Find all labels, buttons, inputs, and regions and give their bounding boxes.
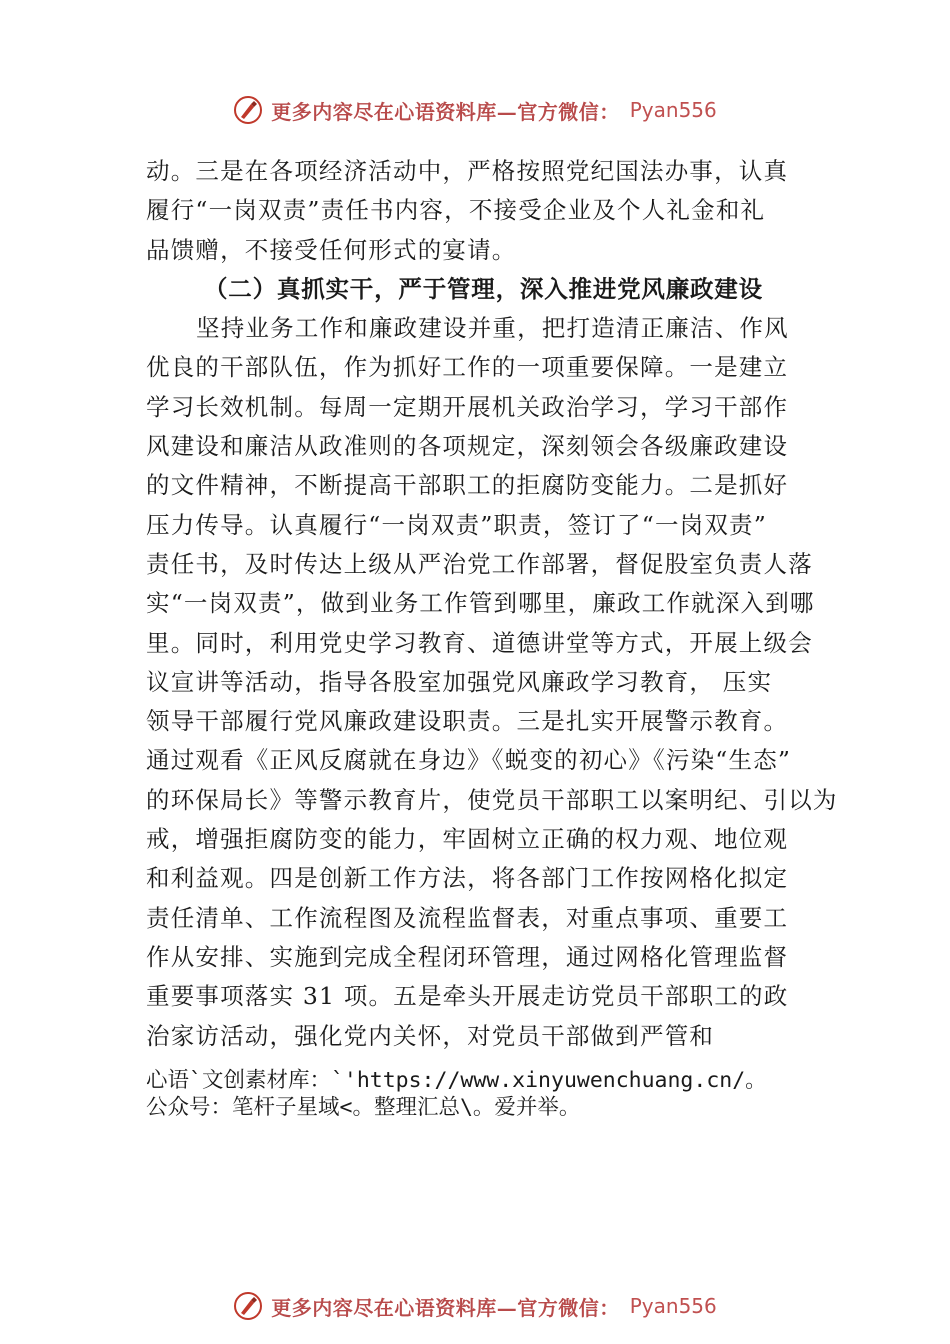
paragraph-line: 动。三是在各项经济活动中，严格按照党纪国法办事，认真 [146, 157, 789, 185]
document-body [146, 152, 838, 1056]
watermark-text: 更多内容尽在心语资料库—官方微信： [271, 1295, 620, 1320]
pen-logo-icon [233, 1291, 263, 1321]
paragraph-line: 重要事项落实 31 项。五是牵头开展走访党员干部职工的政 [146, 982, 789, 1011]
watermark-handle: Pyan556 [629, 98, 717, 122]
paragraph-line: 履行“一岗双责”责任书内容，不接受企业及个人礼金和礼 [146, 196, 766, 225]
section-heading: （二）真抓实干，严于管理，深入推进党风廉政建设 [204, 274, 763, 303]
paragraph-line: 戒，增强拒腐防变的能力，牢固树立正确的权力观、地位观 [146, 825, 789, 854]
paragraph-line: 压力传导。认真履行“一岗双责”职责，签订了“一岗双责” [146, 510, 767, 539]
paragraph-line: 领导干部履行党风廉政建设职责。三是扎实开展警示教育。 [146, 707, 789, 736]
paragraph-line: 和利益观。四是创新工作方法，将各部门工作按网格化拟定 [146, 864, 789, 893]
paragraph-line: 品馈赠，不接受任何形式的宴请。 [146, 235, 517, 264]
pen-logo-icon [233, 95, 263, 125]
watermark-text: 更多内容尽在心语资料库—官方微信： [271, 99, 620, 124]
paragraph-line: 责任清单、工作流程图及流程监督表，对重点事项、重要工 [146, 903, 789, 932]
paragraph-line: 的环保局长》等警示教育片，使党员干部职工以案明纪、引以为 [146, 785, 838, 814]
paragraph-line: 里。同时，利用党史学习教育、道德讲堂等方式，开展上级会 [146, 628, 813, 657]
source-footer [146, 1067, 846, 1121]
paragraph-line: 学习长效机制。每周一定期开展机关政治学习，学习干部作 [146, 392, 789, 421]
watermark-handle: Pyan556 [629, 1294, 717, 1318]
paragraph-line: 风建设和廉洁从政准则的各项规定，深刻领会各级廉政建设 [146, 432, 789, 461]
top-watermark [0, 95, 950, 125]
paragraph-line: 通过观看《正风反腐就在身边》《蜕变的初心》《污染“生态” [146, 746, 792, 775]
paragraph-line: 优良的干部队伍，作为抓好工作的一项重要保障。一是建立 [146, 353, 789, 382]
paragraph-line: 的文件精神，不断提高干部职工的拒腐防变能力。二是抓好 [146, 471, 789, 500]
source-account-line: 公众号：笔杆子星域<。整理汇总\。爱并举。 [146, 1095, 581, 1120]
paragraph-line: 作从安排、实施到完成全程闭环管理，通过网格化管理监督 [146, 942, 789, 971]
paragraph-line: 治家访活动，强化党内关怀，对党员干部做到严管和 [146, 1021, 715, 1050]
bottom-watermark [0, 1291, 950, 1321]
paragraph-line: 责任书，及时传达上级从严治党工作部署，督促股室负责人落 [146, 549, 813, 578]
paragraph-line: 坚持业务工作和廉政建设并重，把打造清正廉洁、作风 [196, 314, 789, 343]
paragraph-line: 实“一岗双责”，做到业务工作管到哪里，廉政工作就深入到哪 [146, 589, 815, 618]
source-url-line: 心语`文创素材库：`'https://www.xinyuwenchuang.cn/。 [146, 1068, 767, 1093]
paragraph-line: 议宣讲等活动，指导各股室加强党风廉政学习教育， 压实 [146, 667, 773, 696]
